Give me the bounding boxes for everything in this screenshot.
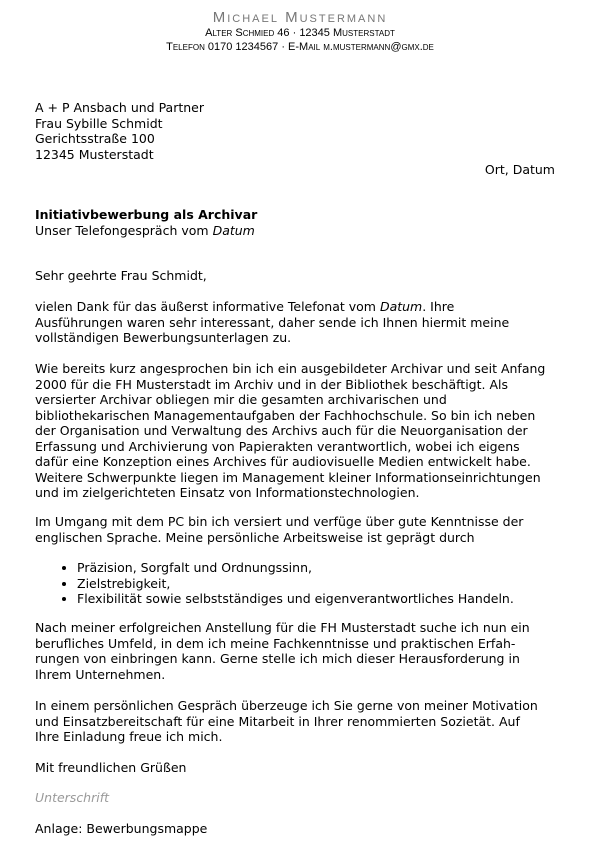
paragraph-5: [35, 698, 565, 745]
paragraph-line: rungen von einbringen kann. Gerne stelle ich mich dieser Herausforderung in: [35, 651, 520, 666]
qualities-list: [35, 560, 565, 607]
paragraph-line: Ihre Einladung freue ich mich.: [35, 729, 223, 744]
recipient-address: [35, 100, 565, 162]
paragraph-line: bibliothekarischen Managementaufgaben der Fachhochschule. So bin ich neben: [35, 407, 536, 423]
paragraph-line: 2000 für die FH Musterstadt im Archiv und in der Bibliothek beschäftigt. Als: [35, 376, 508, 392]
list-item: • Präzision, Sorgfalt und Ordnungssinn,: [77, 560, 565, 576]
paragraph-line: Ihrem Unternehmen.: [35, 666, 166, 682]
recipient-line: Frau Sybille Schmidt: [35, 115, 163, 131]
paragraph-line: In einem persönlichen Gespräch überzeuge ich Sie gerne von meiner Motivation: [35, 698, 538, 713]
recipient-line: A + P Ansbach und Partner: [35, 100, 205, 115]
para1-text-c: . Ihre: [422, 299, 455, 314]
para1-text-a: vielen Dank für das äußerst informative Telefonat vom: [35, 299, 380, 314]
paragraph-line: und Einsatzbereitschaft für eine Mitarbeit in Ihrer renommierten Sozietät. Auf: [35, 713, 520, 729]
sender-address: Alter Schmied 46 · 12345 Musterstadt: [205, 27, 395, 39]
paragraph-line: [35, 299, 565, 315]
paragraph-line: vollständigen Bewerbungsunterlagen zu.: [35, 330, 292, 345]
recipient-line: Gerichtsstraße 100: [35, 131, 155, 146]
subject-ref-prefix: Unser Telefongespräch vom: [35, 222, 213, 238]
paragraph-line: berufliches Umfeld, in dem ich meine Fachkenntnisse und praktischen Erfah-: [35, 635, 516, 651]
paragraph-line: Erfassung und Archivierung von Papierakten verantwortlich, wobei ich eigens: [35, 438, 520, 454]
paragraph-line: der Organisation und Verwaltung des Archivs auch für die Neuorganisation der: [35, 423, 528, 438]
list-item: • Zielstrebigkeit,: [77, 576, 565, 592]
sender-contact: Telefon 0170 1234567 · E-Mail m.mustermann@gmx.de: [166, 41, 434, 53]
paragraph-3: [35, 514, 565, 545]
attachment-note: Anlage: Bewerbungsmappe: [35, 821, 208, 836]
salutation: Sehr geehrte Frau Schmidt,: [35, 268, 207, 283]
place-date: Ort, Datum: [484, 162, 555, 177]
list-item: • Flexibilität sowie selbstständiges und eigenverantwortliches Handeln.: [77, 591, 565, 607]
subject-ref-date: Datum: [212, 222, 255, 238]
recipient-line: 12345 Musterstadt: [35, 146, 154, 162]
paragraph-line: und im zielgerichteten Einsatz von Informationstechnologien.: [35, 485, 420, 500]
paragraph-line: Im Umgang mit dem PC bin ich versiert und verfüge über gute Kenntnisse der: [35, 514, 524, 529]
paragraph-line: Weitere Schwerpunkte liegen im Management kleiner Informationseinrichtungen: [35, 469, 541, 485]
signature-placeholder: Unterschrift: [35, 790, 110, 805]
paragraph-line: dafür eine Konzeption eines Archives für audiovisuelle Medien entwickelt habe.: [35, 454, 531, 469]
closing: Mit freundlichen Grüßen: [35, 760, 187, 775]
sender-name: Michael Mustermann: [212, 9, 388, 26]
paragraph-line: Ausführungen waren sehr interessant, daher sende ich Ihnen hiermit meine: [35, 314, 510, 330]
paragraph-line: Nach meiner erfolgreichen Anstellung für die FH Musterstadt suche ich nun ein: [35, 620, 530, 635]
paragraph-line: englischen Sprache. Meine persönliche Arbeitsweise ist geprägt durch: [35, 529, 475, 545]
subject-block: [35, 207, 565, 238]
paragraph-4: [35, 620, 565, 682]
paragraph-line: Wie bereits kurz angesprochen bin ich ein ausgebildeter Archivar und seit Anfang: [35, 361, 546, 376]
subject-title: Initiativbewerbung als Archivar: [35, 207, 258, 222]
paragraph-2: [35, 361, 565, 501]
paragraph-1: [35, 299, 565, 346]
subject-reference: [35, 223, 565, 239]
para1-date: Datum: [379, 299, 423, 314]
paragraph-line: versierter Archivar obliegen mir die gesamten archivarischen und: [35, 392, 447, 407]
